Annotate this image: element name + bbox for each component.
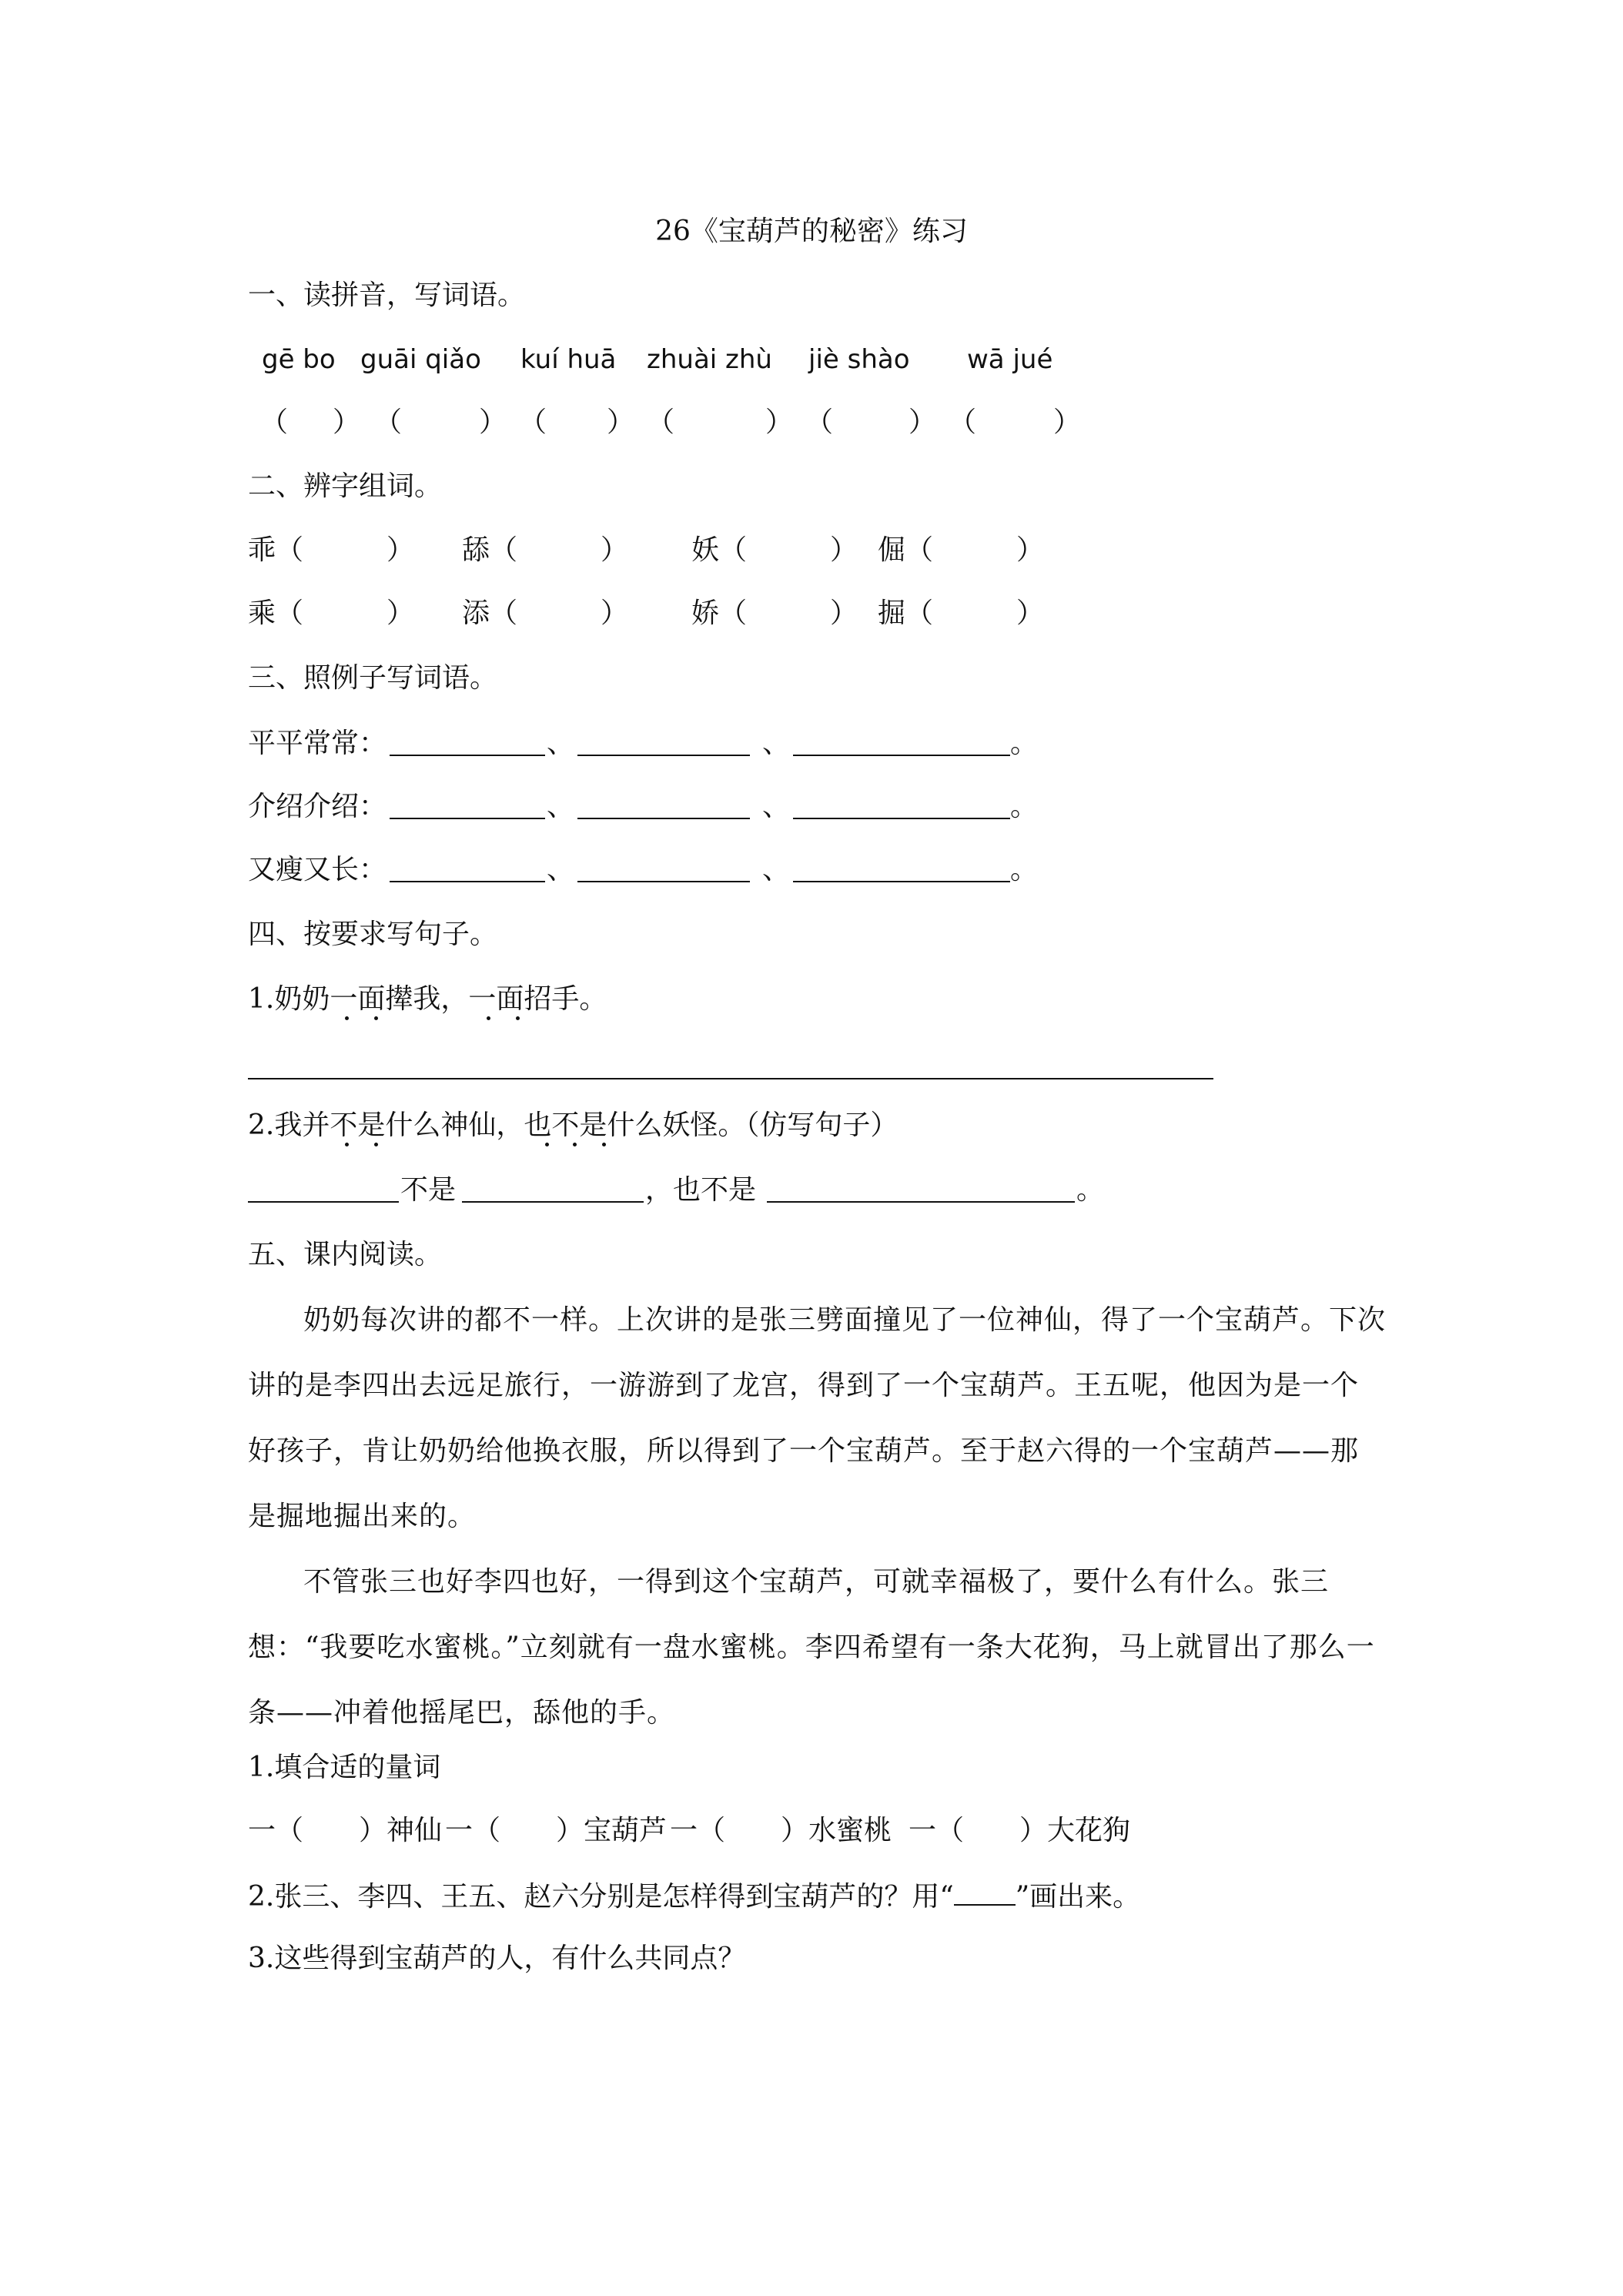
answer-line[interactable] — [248, 1078, 1213, 1079]
emphasis-dot — [545, 1143, 549, 1146]
worksheet-page: 26《宝葫芦的秘密》练习 一、读拼音，写词语。 gē bo guāi qiǎo kuí huā zhuài zhù jiè shào wā jué （ ） （ ） （ ） （ ） （ ） （ ） 二、辨字组词。 乖（ ） 舔（ ） 妖（ ） 倔（ ） 乘（ ） 添（ ） 娇（ ） 掘（ ） 三、照例子写词语。 平平常常： 、 、 。 介绍介绍： 、 、 。 又瘦又长： 、 、 。 四、按要求写句子。 1.奶奶一面撵我，一面招手。 2.我并不是什么神仙，也不是什么妖怪。（仿写句子） 不是 ，也不是 。 五、课内阅读。 奶奶每次讲的都不一样。上次讲的是张三劈面撞见了一位神仙，得了一个宝葫芦。下次讲的是李四出去远足旅行，一游游到了龙宫，得到了一个宝葫芦。王五呢，他因为是一个好孩子，肯让奶奶给他换衣服，所以得到了一个宝葫芦。至于赵六得的一个宝葫芦——那是掘地掘出来的。 不管张三也好李四也好，一得到这个宝葫芦，可就幸福极了，要什么有什么。张三想：“我要吃水蜜桃。”立刻就有一盘水蜜桃。李四希望有一条大花狗，马上就冒出了那么一条——冲着他摇尾巴，舔他的手。 1.填合适的量词 一（ ）神仙 一（ ）宝葫芦 一（ ）水蜜桃 一（ ）大花狗 2.张三、李四、王五、赵六分别是怎样得到宝葫芦的？用“ ”画出来。 3.这些得到宝葫芦的人，有什么共同点？ — [0, 0, 1623, 2296]
emphasis-dot — [602, 1143, 606, 1146]
measure-word-item: 一（ ）神仙 — [248, 1815, 443, 1846]
char-item: 添（ ） — [462, 597, 629, 629]
answer-line[interactable] — [793, 755, 1010, 756]
paren-open: （ — [260, 407, 289, 438]
section-5-heading: 五、课内阅读。 — [248, 1239, 443, 1270]
char-item: 倔（ ） — [878, 534, 1045, 566]
reading-paragraph-2: 不管张三也好李四也好，一得到这个宝葫芦，可就幸福极了，要什么有什么。张三想：“我要吃水蜜桃。”立刻就有一盘水蜜桃。李四希望有一条大花狗，马上就冒出了那么一条——冲着他摇尾巴，舔他的手。 — [248, 1566, 1375, 1729]
section-1-heading: 一、读拼音，写词语。 — [248, 279, 526, 311]
emphasis-dot — [345, 1016, 349, 1020]
paren-open: （ — [805, 407, 834, 438]
emphasis-dot — [516, 1016, 520, 1020]
answer-line[interactable] — [390, 755, 545, 756]
answer-line[interactable] — [793, 818, 1010, 819]
pinyin-2: guāi qiǎo — [360, 344, 481, 375]
example-label: 又瘦又长： — [248, 854, 387, 885]
char-item: 妖（ ） — [691, 534, 858, 566]
question-4-1: 1.奶奶一面撵我，一面招手。 — [248, 983, 607, 1015]
paren-close: ） — [479, 407, 507, 438]
page-title: 26《宝葫芦的秘密》练习 — [655, 216, 968, 247]
char-item: 娇（ ） — [691, 597, 858, 629]
paren-close: ） — [333, 407, 361, 438]
char-item: 乖（ ） — [248, 534, 415, 566]
section-3-heading: 三、照例子写词语。 — [248, 662, 498, 694]
paren-close: ） — [607, 407, 635, 438]
question-5-2: 2.张三、李四、王五、赵六分别是怎样得到宝葫芦的？用“ ”画出来。 — [248, 1881, 1141, 1913]
answer-line[interactable] — [767, 1201, 1075, 1203]
measure-word-item: 一（ ）大花狗 — [909, 1815, 1131, 1846]
paren-close: ） — [1053, 407, 1082, 438]
underline-sample — [954, 1881, 1016, 1906]
paren-open: （ — [374, 407, 403, 438]
paren-close: ） — [765, 407, 794, 438]
answer-line[interactable] — [577, 755, 750, 756]
question-4-2: 2.我并不是什么神仙，也不是什么妖怪。（仿写句子） — [248, 1110, 899, 1141]
pinyin-5: jiè shào — [808, 344, 910, 375]
answer-line[interactable] — [577, 881, 750, 882]
pinyin-4: zhuài zhù — [647, 344, 772, 375]
pinyin-6: wā jué — [967, 344, 1053, 375]
example-label: 平平常常： — [248, 728, 387, 759]
section-2-heading: 二、辨字组词。 — [248, 470, 443, 502]
measure-word-item: 一（ ）水蜜桃 — [670, 1815, 892, 1846]
question-5-3: 3.这些得到宝葫芦的人，有什么共同点？ — [248, 1943, 746, 1974]
answer-line[interactable] — [462, 1201, 644, 1203]
question-5-1: 1.填合适的量词 — [248, 1752, 441, 1783]
emphasis-dot — [345, 1143, 349, 1146]
paren-open: （ — [949, 407, 977, 438]
pinyin-1: gē bo — [262, 344, 336, 375]
example-label: 介绍介绍： — [248, 791, 387, 822]
emphasis-dot — [573, 1143, 577, 1146]
answer-line[interactable] — [577, 818, 750, 819]
answer-line[interactable] — [793, 881, 1010, 882]
emphasis-dot — [374, 1016, 378, 1020]
emphasis-dot — [487, 1016, 490, 1020]
section-4-heading: 四、按要求写句子。 — [248, 919, 498, 950]
measure-word-item: 一（ ）宝葫芦 — [445, 1815, 668, 1846]
emphasis-dot — [374, 1143, 378, 1146]
paren-open: （ — [519, 407, 547, 438]
paren-open: （ — [647, 407, 675, 438]
paren-close: ） — [909, 407, 937, 438]
answer-line[interactable] — [390, 881, 545, 882]
answer-line[interactable] — [248, 1201, 399, 1203]
reading-paragraph-1: 奶奶每次讲的都不一样。上次讲的是张三劈面撞见了一位神仙，得了一个宝葫芦。下次讲的是李四出去远足旅行，一游游到了龙宫，得到了一个宝葫芦。王五呢，他因为是一个好孩子，肯让奶奶给他换衣服，所以得到了一个宝葫芦。至于赵六得的一个宝葫芦——那是掘地掘出来的。 — [248, 1304, 1387, 1532]
pinyin-3: kuí huā — [520, 344, 617, 375]
answer-line[interactable] — [390, 818, 545, 819]
char-item: 乘（ ） — [248, 597, 415, 629]
char-item: 舔（ ） — [462, 534, 629, 566]
char-item: 掘（ ） — [878, 597, 1045, 629]
